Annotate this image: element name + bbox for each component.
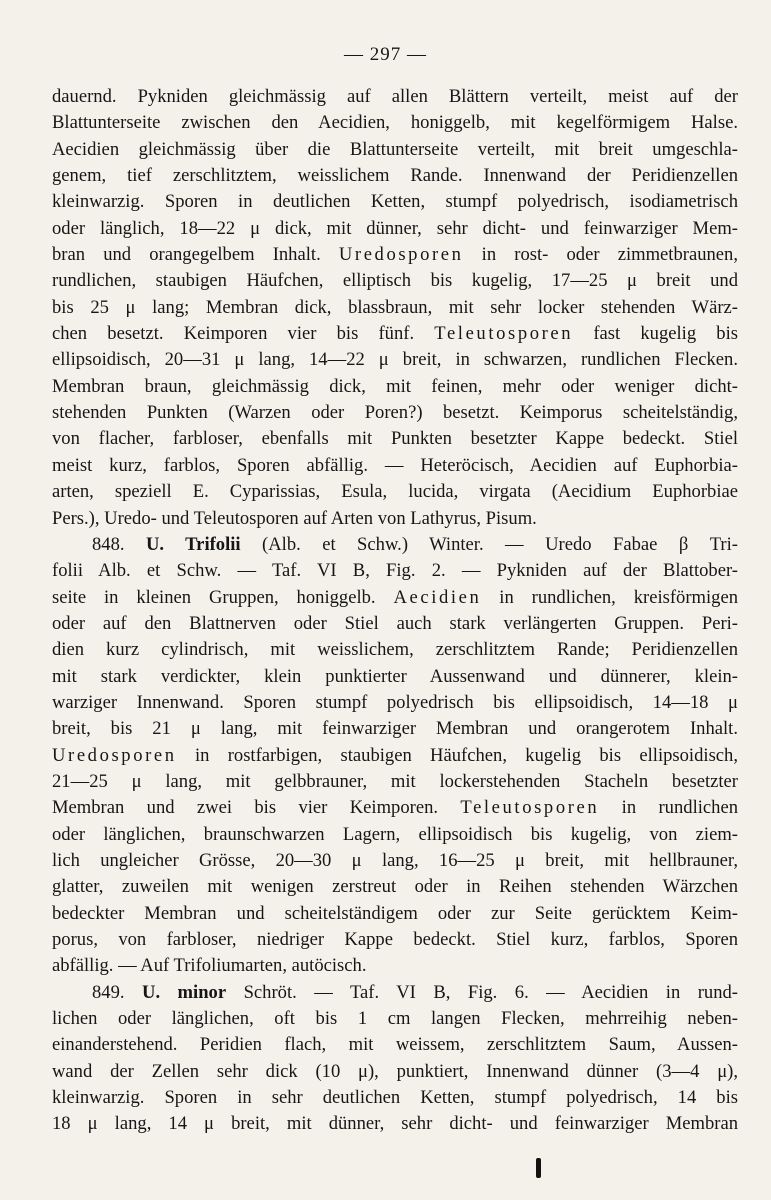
spaced-term: Uredosporen [52,744,177,766]
text-segment: wand der Zellen sehr dick (10 μ), punktiert, Innenwand dünner (3—4 μ), [52,1060,738,1082]
text-line [52,1059,738,1085]
text-line [52,901,738,927]
text-line [52,268,738,294]
text-segment: einanderstehend. Peridien flach, mit weissem, zerschlitztem Saum, Aussen- [52,1034,738,1056]
text-segment: bis 25 μ lang; Membran dick, blassbraun, mit sehr locker stehenden Wärz- [52,296,738,318]
text-segment: rundlichen, staubigen Häufchen, elliptisch bis kugelig, 17—25 μ breit und [52,270,738,292]
spaced-term: Aecidien [393,586,482,608]
species-name: U. minor [142,981,227,1003]
page-number: — 297 — [344,44,427,65]
text-segment: Blattunterseite zwischen den Aecidien, honiggelb, mit kegelförmigem Halse. [52,112,738,134]
text-line [52,558,738,584]
spaced-term: Uredosporen [338,244,464,266]
text-segment: von flacher, farbloser, ebenfalls mit Punkten besetzter Kappe bedeckt. Stiel [52,428,738,450]
text-line [52,848,738,874]
text-segment: meist kurz, farblos, Sporen abfällig. — Heteröcisch, Aecidien auf Euphorbia- [52,454,738,476]
text-segment: (Alb. et Schw.) Winter. — Uredo Fabae β Tri- [240,533,738,555]
text-segment: oder länglichen, braunschwarzen Lagern, ellipsoidisch bis kugelig, von ziem- [52,823,738,845]
text-segment: arten, speziell E. Cyparissias, Esula, lucida, virgata (Aecidium Euphorbiae [52,481,738,503]
text-segment: breit, bis 21 μ lang, mit feinwarziger Membran und orangerotem Inhalt. [52,718,738,740]
text-line [52,585,738,611]
text-segment: dauernd. Pykniden gleichmässig auf allen Blättern verteilt, meist auf der [52,86,738,107]
text-line [52,453,738,479]
text-line [52,295,738,321]
text-segment: porus, von farbloser, niedriger Kappe bedeckt. Stiel kurz, farblos, Sporen [52,929,738,950]
text-segment: in rostfarbigen, staubigen Häufchen, kugelig bis ellipsoidisch, [176,744,738,766]
text-segment: 849. [92,981,143,1003]
text-segment: stehenden Punkten (Warzen oder Poren?) besetzt. Keimporus scheitelständig, [52,402,738,424]
text-segment: abfällig. — Auf Trifoliumarten, autöcisch. [52,955,367,977]
text-line [52,242,738,268]
species-name: U. Trifolii [145,533,241,555]
text-segment: glatter, zuweilen mit wenigen zerstreut oder in Reihen stehenden Wärzchen [52,876,738,898]
text-line [52,426,738,452]
text-segment: in rundlichen, kreisförmigen [481,586,738,608]
text-segment: oder länglich, 18—22 μ dick, mit dünner, sehr dicht- und feinwarziger Mem- [52,217,738,239]
text-segment: Membran braun, gleichmässig dick, mit feinen, mehr oder weniger dicht- [52,375,738,397]
text-line [52,84,738,110]
text-segment: bedeckter Membran und scheitelständigem oder zur Seite gerücktem Keim- [52,902,738,924]
text-segment: chen besetzt. Keimporen vier bis fünf. [52,323,435,345]
text-line [52,611,738,637]
text-line [52,664,738,690]
text-line [52,874,738,900]
text-segment: 18 μ lang, 14 μ breit, mit dünner, sehr dicht- und feinwarziger Membran [52,1113,738,1135]
text-segment: oder auf den Blattnerven oder Stiel auch stark verlängerten Gruppen. Peri- [52,612,738,634]
text-line [52,532,738,558]
text-segment: 21—25 μ lang, mit gelbbrauner, mit lockerstehenden Stacheln besetzter [52,770,738,792]
ink-mark [536,1158,541,1178]
text-line [52,110,738,136]
text-segment: 848. [92,533,146,555]
text-line [52,400,738,426]
text-segment: seite in kleinen Gruppen, honiggelb. [52,586,394,608]
text-line [52,374,738,400]
text-segment: kleinwarzig. Sporen in deutlichen Ketten, stumpf polyedrisch, isodiametrisch [52,191,738,213]
text-segment: mit stark verdickter, klein punktierter Aussenwand und dünnerer, klein- [52,665,738,687]
text-line [52,189,738,215]
text-segment: Membran und zwei bis vier Keimporen. [52,797,461,819]
text-segment: ellipsoidisch, 20—31 μ lang, 14—22 μ breit, in schwarzen, rundlichen Flecken. [52,349,738,371]
text-line [52,822,738,848]
text-line [52,479,738,505]
text-segment: genem, tief zerschlitztem, weisslichem Rande. Innenwand der Peridienzellen [52,165,738,187]
text-line [52,506,738,532]
text-line [52,137,738,163]
text-line [52,1111,738,1137]
text-line [52,1032,738,1058]
text-line [52,716,738,742]
text-line [52,769,738,795]
text-segment: in rundlichen [599,797,738,819]
text-segment: dien kurz cylindrisch, mit weisslichem, zerschlitztem Rande; Peridienzellen [52,639,738,661]
text-line [52,347,738,373]
text-segment: folii Alb. et Schw. — Taf. VI B, Fig. 2. — Pykniden auf der Blattober- [52,560,738,582]
text-segment: Pers.), Uredo- und Teleutosporen auf Arten von Lathyrus, Pisum. [52,507,537,529]
text-line [52,1006,738,1032]
text-line [52,637,738,663]
text-segment: Schröt. — Taf. VI B, Fig. 6. — Aecidien in rund- [226,981,738,1003]
text-segment: kleinwarzig. Sporen in sehr deutlichen Ketten, stumpf polyedrisch, 14 bis [52,1087,738,1109]
text-segment: lichen oder länglichen, oft bis 1 cm langen Flecken, mehrreihig neben- [52,1008,738,1030]
spaced-term: Teleutosporen [460,797,600,819]
text-line [52,321,738,347]
text-line [52,690,738,716]
text-line [52,1085,738,1111]
text-line [52,743,738,769]
text-segment: lich ungleicher Grösse, 20—30 μ lang, 16—25 μ breit, mit hellbrauner, [52,849,738,871]
text-line [52,795,738,821]
text-line [52,216,738,242]
spaced-term: Teleutosporen [434,323,574,345]
text-segment: warziger Innenwand. Sporen stumpf polyedrisch bis ellipsoidisch, 14—18 μ [52,691,738,713]
text-line [52,163,738,189]
text-segment: bran und orangegelbem Inhalt. [52,244,339,266]
text-segment: Aecidien gleichmässig über die Blattunterseite verteilt, mit breit umgeschla- [52,138,738,160]
text-segment: fast kugelig bis [573,323,739,345]
text-line [52,927,738,953]
text-line [52,953,738,979]
text-segment: in rost- oder zimmetbraunen, [463,244,738,266]
text-line [52,980,738,1006]
body-text [52,84,738,1138]
